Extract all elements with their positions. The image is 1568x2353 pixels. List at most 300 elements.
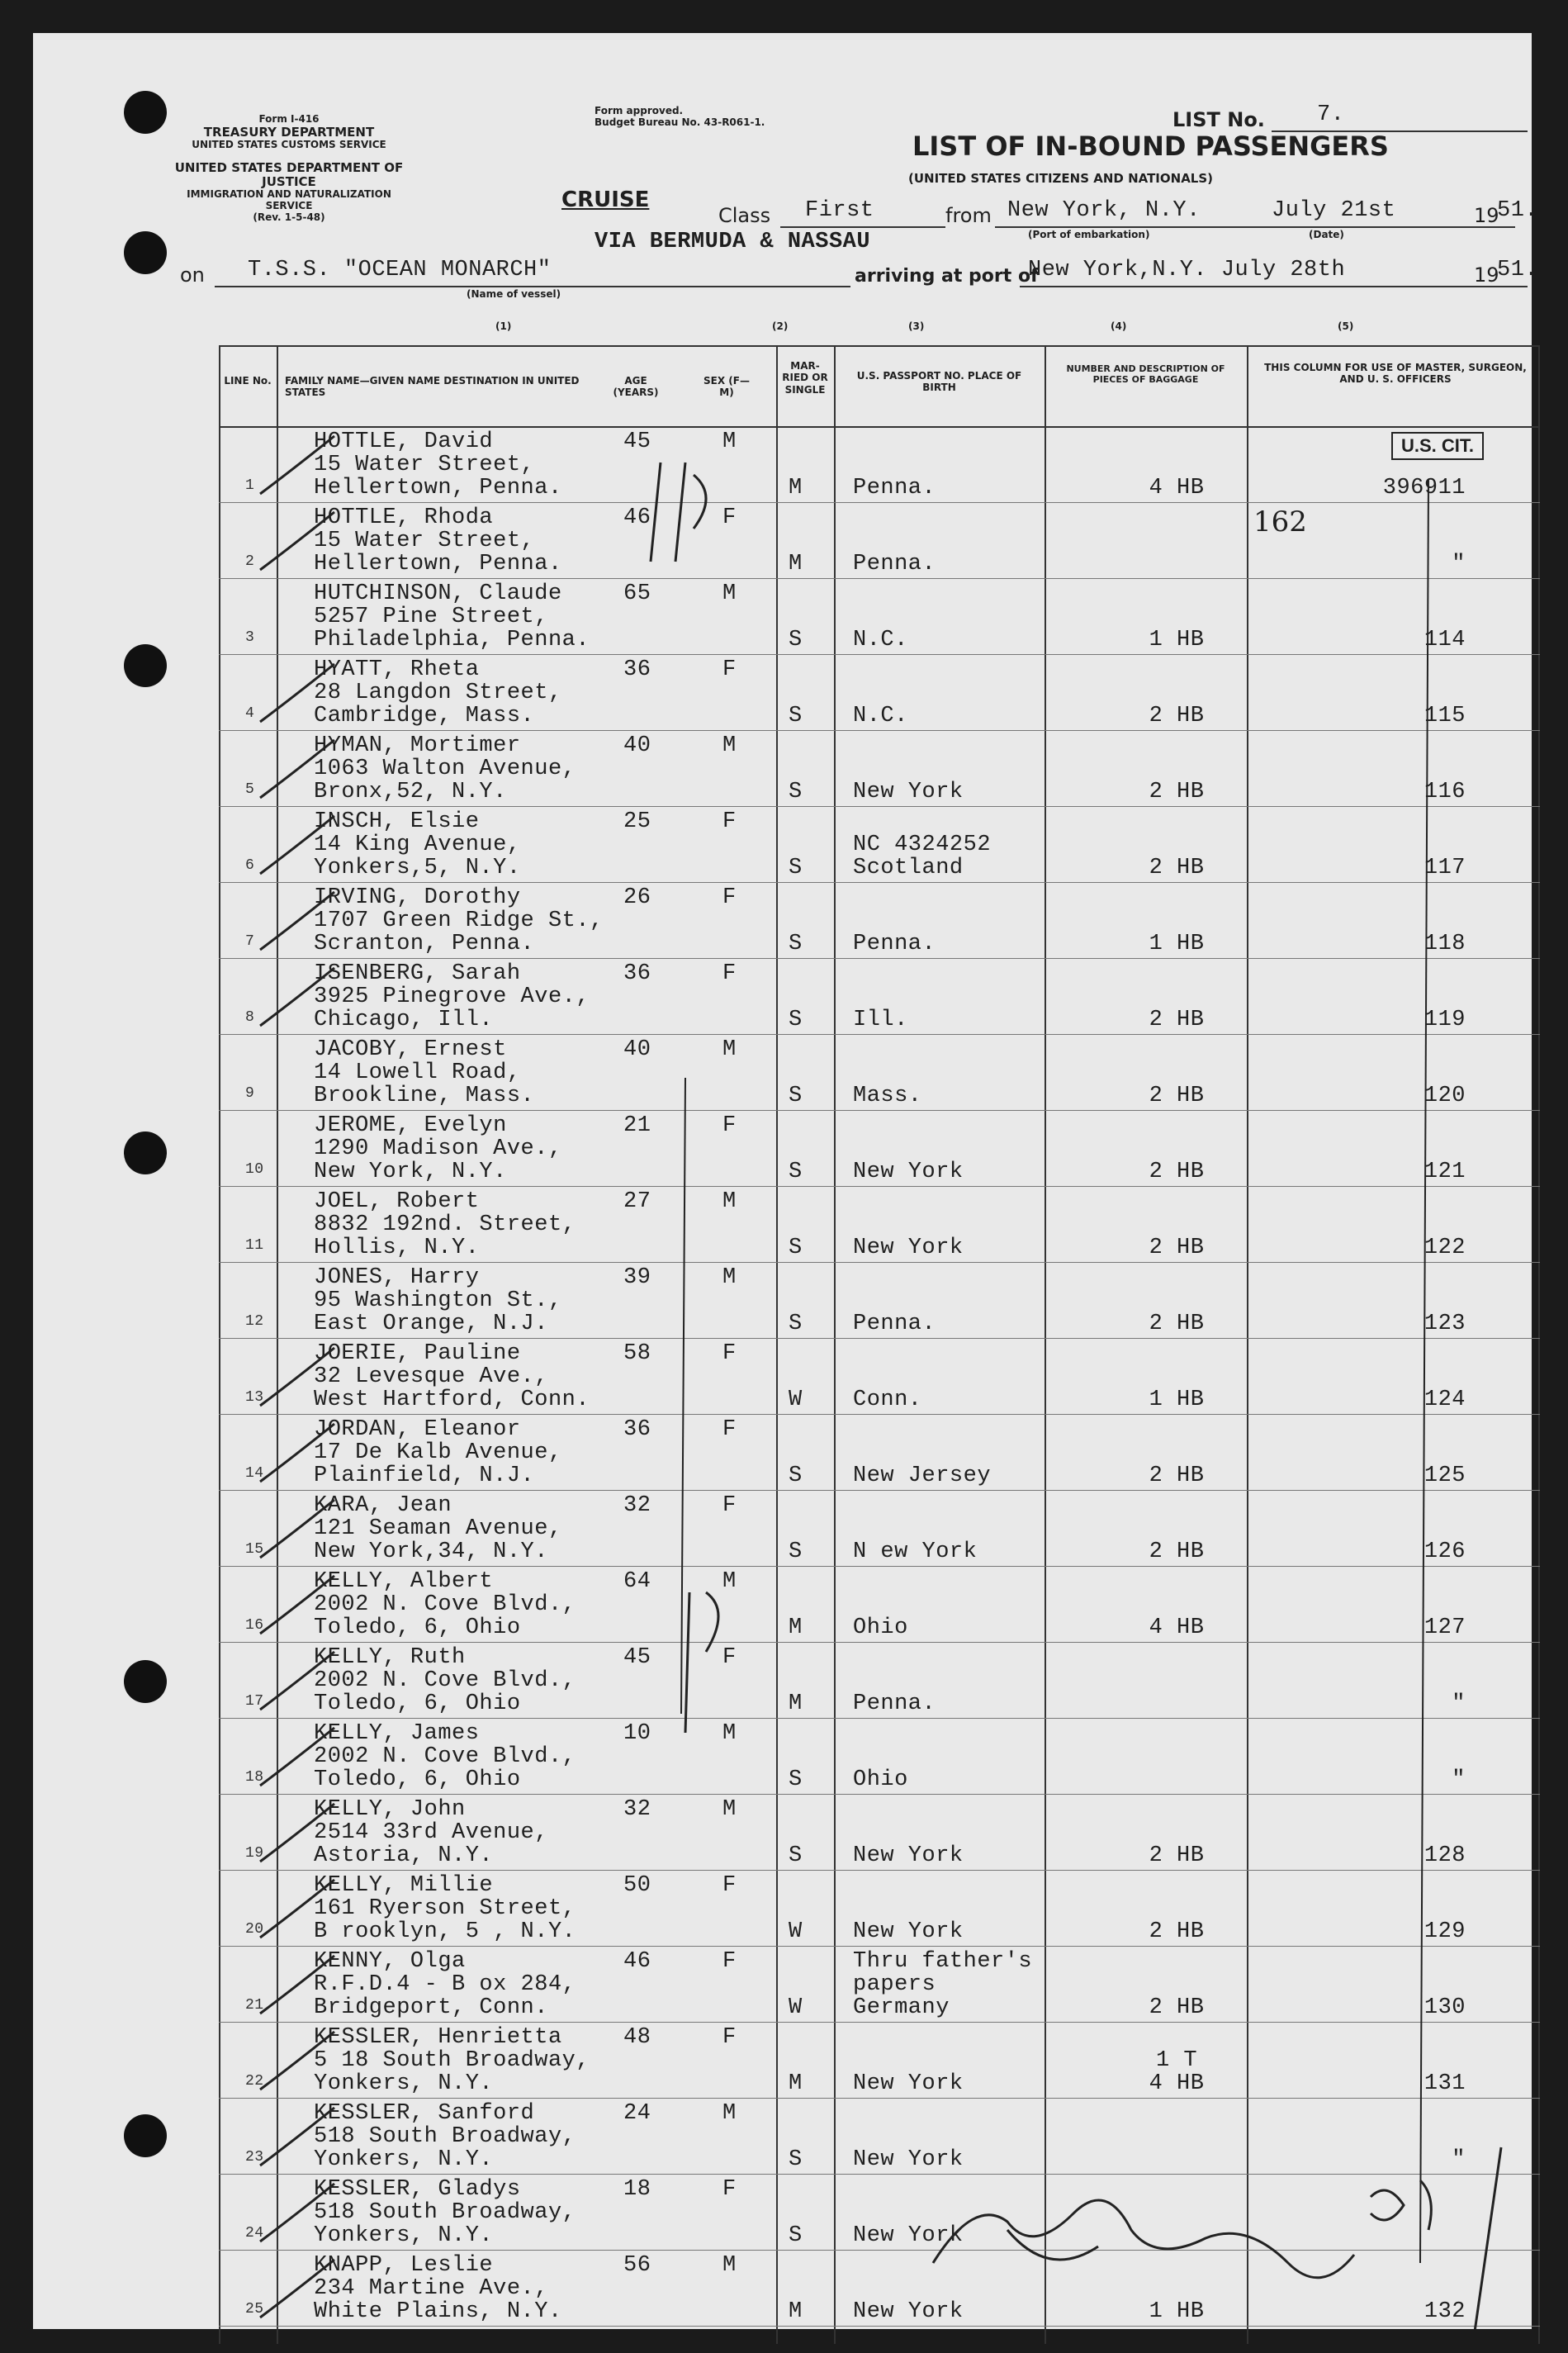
- sex-cell: F: [722, 1493, 737, 1518]
- baggage-cell: 2 HB: [1149, 1160, 1205, 1184]
- address-line-1: 8832 192nd. Street,: [314, 1212, 576, 1237]
- line-number: 23: [245, 2149, 264, 2166]
- address-line-1: 2514 33rd Avenue,: [314, 1820, 548, 1845]
- address-line-1: 14 Lowell Road,: [314, 1060, 521, 1085]
- birthplace-cell: Ohio: [853, 1767, 908, 1792]
- baggage-cell: 4 HB: [1149, 2071, 1205, 2096]
- birthplace-cell: New York: [853, 1919, 964, 1944]
- line-number: 2: [245, 553, 255, 570]
- address-line-2: Bridgeport, Conn.: [314, 1995, 548, 2020]
- year-arrival: 51.: [1497, 258, 1539, 282]
- baggage-cell: 1 HB: [1149, 2299, 1205, 2324]
- marital-cell: S: [789, 1160, 803, 1184]
- age-cell: 64: [623, 1569, 651, 1594]
- baggage-cell: 1 HB: [1149, 1388, 1205, 1412]
- officer-cell: 118: [1424, 932, 1466, 956]
- age-cell: 58: [623, 1341, 651, 1366]
- age-cell: 26: [623, 885, 651, 910]
- birthplace-cell: Penna.: [853, 932, 936, 956]
- address-line-1: 14 King Avenue,: [314, 833, 521, 857]
- marital-cell: M: [789, 476, 803, 500]
- birthplace-cell: New York: [853, 2299, 964, 2324]
- sex-cell: F: [722, 961, 737, 986]
- sex-cell: M: [722, 2101, 737, 2126]
- birthplace-cell: New York: [853, 780, 964, 804]
- line-number: 25: [245, 2301, 264, 2317]
- port-embark-caption: (Port of embarkation): [1028, 229, 1150, 240]
- officer-cell: 115: [1424, 704, 1466, 728]
- date-caption: (Date): [1309, 229, 1344, 240]
- age-cell: 21: [623, 1113, 651, 1138]
- officer-cell: ": [1452, 2147, 1466, 2172]
- age-cell: 36: [623, 961, 651, 986]
- bracket-mark: [651, 463, 706, 562]
- address-line-1: 1063 Walton Avenue,: [314, 757, 576, 781]
- baggage-cell: 2 HB: [1149, 856, 1205, 880]
- address-line-1: 2002 N. Cove Blvd.,: [314, 1592, 576, 1617]
- address-line-1: 15 Water Street,: [314, 453, 535, 477]
- marital-cell: S: [789, 1312, 803, 1336]
- address-line-2: Hollis, N.Y.: [314, 1236, 480, 1260]
- marital-cell: W: [789, 1919, 803, 1944]
- address-line-2: Toledo, 6, Ohio: [314, 1615, 521, 1640]
- sex-cell: F: [722, 1417, 737, 1442]
- line-number: 9: [245, 1085, 255, 1102]
- passenger-name: KESSLER, Gladys: [314, 2177, 521, 2202]
- arrival-value: New York,N.Y. July 28th: [1028, 258, 1346, 282]
- baggage-cell: 2 HB: [1149, 1539, 1205, 1564]
- birthplace-cell: N.C.: [853, 704, 908, 728]
- birthplace-cell: Mass.: [853, 1084, 922, 1108]
- line-number: 21: [245, 1997, 264, 2014]
- from-value: New York, N.Y.: [1007, 198, 1201, 223]
- officer-cell: 396911: [1382, 476, 1466, 500]
- baggage-cell: 2 HB: [1149, 704, 1205, 728]
- birthplace-cell: N.C.: [853, 628, 908, 652]
- sex-cell: M: [722, 733, 737, 758]
- sex-cell: F: [722, 2025, 737, 2050]
- budget-bureau: Budget Bureau No. 43-R061-1.: [595, 116, 765, 128]
- marital-cell: M: [789, 2071, 803, 2096]
- age-cell: 56: [623, 2253, 651, 2278]
- col-num-4: (4): [1111, 320, 1127, 332]
- margin-line: [1420, 479, 1428, 2263]
- baggage-cell: 2 HB: [1149, 1995, 1205, 2020]
- line-number: 18: [245, 1769, 264, 1786]
- sex-cell: M: [722, 1037, 737, 1062]
- marital-cell: S: [789, 704, 803, 728]
- passenger-name: KENNY, Olga: [314, 1949, 466, 1974]
- address-line-1: 234 Martine Ave.,: [314, 2276, 548, 2301]
- passenger-name: JONES, Harry: [314, 1265, 480, 1290]
- passport-line-2: NC 4324252: [853, 833, 992, 857]
- officer-cell: 132: [1424, 2299, 1466, 2324]
- line-number: 14: [245, 1465, 264, 1482]
- line-number: 17: [245, 1693, 264, 1710]
- form-approved: Form approved.: [595, 105, 684, 116]
- age-cell: 32: [623, 1797, 651, 1822]
- address-line-2: Yonkers, N.Y.: [314, 2071, 494, 2096]
- address-line-2: Hellertown, Penna.: [314, 476, 562, 500]
- address-line-1: 5 18 South Broadway,: [314, 2048, 590, 2073]
- baggage-cell: 2 HB: [1149, 1312, 1205, 1336]
- address-line-2: Toledo, 6, Ohio: [314, 1691, 521, 1716]
- marital-cell: S: [789, 1539, 803, 1564]
- address-line-1: R.F.D.4 - B ox 284,: [314, 1972, 576, 1997]
- address-line-2: New York, N.Y.: [314, 1160, 507, 1184]
- age-cell: 32: [623, 1493, 651, 1518]
- marital-cell: S: [789, 1084, 803, 1108]
- col-header-line-no: LINE No.: [224, 375, 272, 387]
- address-line-1: 2002 N. Cove Blvd.,: [314, 1668, 576, 1693]
- officer-cell: 120: [1424, 1084, 1466, 1108]
- address-line-1: 5257 Pine Street,: [314, 605, 548, 629]
- col-header-officers: THIS COLUMN FOR USE OF MASTER, SURGEON, AND U. S. OFFICERS: [1264, 362, 1527, 386]
- marital-cell: S: [789, 2147, 803, 2172]
- address-line-1: 518 South Broadway,: [314, 2124, 576, 2149]
- treasury-label: TREASURY DEPARTMENT: [203, 124, 375, 140]
- class-value: First: [805, 198, 874, 223]
- marital-cell: S: [789, 856, 803, 880]
- sex-cell: F: [722, 1341, 737, 1366]
- col-num-2: (2): [772, 320, 789, 332]
- officer-cell: 131: [1424, 2071, 1466, 2096]
- age-cell: 39: [623, 1265, 651, 1290]
- baggage-cell: 2 HB: [1149, 780, 1205, 804]
- baggage-cell: 4 HB: [1149, 1615, 1205, 1640]
- line-number: 15: [245, 1541, 264, 1558]
- birthplace-cell: Ohio: [853, 1615, 908, 1640]
- officer-cell: 129: [1424, 1919, 1466, 1944]
- age-cell: 46: [623, 505, 651, 530]
- baggage-cell: 2 HB: [1149, 1464, 1205, 1488]
- address-line-1: 17 De Kalb Avenue,: [314, 1440, 562, 1465]
- col-header-marital: MAR- RIED OR SINGLE: [782, 360, 828, 396]
- address-line-1: 28 Langdon Street,: [314, 681, 562, 705]
- baggage-cell: 2 HB: [1149, 1008, 1205, 1032]
- sex-cell: M: [722, 1265, 737, 1290]
- form-number: Form I-416: [258, 113, 320, 125]
- age-cell: 36: [623, 657, 651, 682]
- birthplace-cell: New York: [853, 1236, 964, 1260]
- address-line-2: Yonkers,5, N.Y.: [314, 856, 521, 880]
- marital-cell: S: [789, 780, 803, 804]
- address-line-2: Yonkers, N.Y.: [314, 2147, 494, 2172]
- year-prefix-arrival: 19: [1474, 263, 1499, 287]
- passenger-name: INSCH, Elsie: [314, 809, 480, 834]
- baggage-cell: 2 HB: [1149, 1236, 1205, 1260]
- age-cell: 45: [623, 1645, 651, 1670]
- marital-cell: S: [789, 1767, 803, 1792]
- baggage-cell: 2 HB: [1149, 1919, 1205, 1944]
- officer-cell: 114: [1424, 628, 1466, 652]
- passport-line-2: papers: [853, 1972, 936, 1997]
- via-label: VIA BERMUDA & NASSAU: [595, 230, 871, 254]
- address-line-1: 1707 Green Ridge St.,: [314, 908, 604, 933]
- page-title: LIST OF IN-BOUND PASSENGERS: [912, 130, 1389, 162]
- line-number: 8: [245, 1009, 255, 1026]
- age-cell: 27: [623, 1189, 651, 1214]
- address-line-2: Yonkers, N.Y.: [314, 2223, 494, 2248]
- sex-cell: M: [722, 2253, 737, 2278]
- page-subtitle: (UNITED STATES CITIZENS AND NATIONALS): [908, 171, 1214, 186]
- age-cell: 24: [623, 2101, 651, 2126]
- officer-cell: 117: [1424, 856, 1466, 880]
- birthplace-cell: New York: [853, 2223, 964, 2248]
- address-line-1: 2002 N. Cove Blvd.,: [314, 1744, 576, 1769]
- passenger-name: KELLY, Millie: [314, 1873, 494, 1898]
- line-number: 20: [245, 1921, 264, 1938]
- year-prefix: 19: [1474, 204, 1499, 227]
- year-from: 51.: [1497, 198, 1539, 223]
- baggage-cell: 2 HB: [1149, 1843, 1205, 1868]
- initials-mark: [1371, 2180, 1431, 2230]
- address-line-2: White Plains, N.Y.: [314, 2299, 562, 2324]
- age-cell: 40: [623, 733, 651, 758]
- marital-cell: M: [789, 1615, 803, 1640]
- address-line-1: 15 Water Street,: [314, 529, 535, 553]
- birthplace-cell: Scotland: [853, 856, 964, 880]
- line-number: 22: [245, 2073, 264, 2090]
- arriving-label: arriving at port of: [855, 266, 1039, 287]
- birthplace-cell: Penna.: [853, 1312, 936, 1336]
- passenger-name: KESSLER, Henrietta: [314, 2025, 562, 2050]
- revision-label: (Rev. 1-5-48): [253, 211, 325, 223]
- address-line-2: Philadelphia, Penna.: [314, 628, 590, 652]
- birthplace-cell: Ill.: [853, 1008, 908, 1032]
- margin-stroke: [1474, 2147, 1501, 2329]
- officer-cell: ": [1452, 552, 1466, 576]
- passenger-name: HOTTLE, David: [314, 429, 494, 454]
- passenger-name: JORDAN, Eleanor: [314, 1417, 521, 1442]
- line-number: 6: [245, 857, 255, 874]
- passenger-name: HOTTLE, Rhoda: [314, 505, 494, 530]
- age-cell: 25: [623, 809, 651, 834]
- passenger-name: HUTCHINSON, Claude: [314, 581, 562, 606]
- line-number: 19: [245, 1845, 264, 1862]
- address-line-1: 32 Levesque Ave.,: [314, 1364, 548, 1389]
- marital-cell: S: [789, 1008, 803, 1032]
- age-cell: 40: [623, 1037, 651, 1062]
- line-number: 4: [245, 705, 255, 722]
- birthplace-cell: Conn.: [853, 1388, 922, 1412]
- address-line-1: 121 Seaman Avenue,: [314, 1516, 562, 1541]
- class-label: Class: [718, 204, 771, 227]
- age-cell: 18: [623, 2177, 651, 2202]
- officer-cell: 121: [1424, 1160, 1466, 1184]
- address-line-2: Chicago, Ill.: [314, 1008, 494, 1032]
- marital-cell: S: [789, 1464, 803, 1488]
- sex-cell: M: [722, 1721, 737, 1746]
- col-num-3: (3): [908, 320, 925, 332]
- passenger-name: IRVING, Dorothy: [314, 885, 521, 910]
- date-value: July 21st: [1272, 198, 1396, 223]
- passenger-name: JACOBY, Ernest: [314, 1037, 507, 1062]
- age-cell: 36: [623, 1417, 651, 1442]
- baggage-extra-cell: 1 T: [1155, 2048, 1198, 2073]
- baggage-cell: 1 HB: [1149, 628, 1205, 652]
- cruise-label: CRUISE: [561, 187, 650, 212]
- passenger-name: ISENBERG, Sarah: [314, 961, 521, 986]
- sex-cell: F: [722, 1949, 737, 1974]
- birthplace-cell: Penna.: [853, 1691, 936, 1716]
- col-header-baggage: NUMBER AND DESCRIPTION OF PIECES OF BAGGAGE: [1066, 363, 1225, 386]
- marital-cell: S: [789, 628, 803, 652]
- col-header-age: AGE (YEARS): [613, 375, 659, 399]
- sex-cell: F: [722, 505, 737, 530]
- officer-cell: ": [1452, 1767, 1466, 1792]
- address-line-2: Brookline, Mass.: [314, 1084, 535, 1108]
- age-cell: 45: [623, 429, 651, 454]
- address-line-2: Cambridge, Mass.: [314, 704, 535, 728]
- birthplace-cell: Germany: [853, 1995, 950, 2020]
- inspector-signature: [933, 2200, 1354, 2278]
- officer-cell: 119: [1424, 1008, 1466, 1032]
- col-num-5: (5): [1338, 320, 1354, 332]
- baggage-cell: 2 HB: [1149, 1084, 1205, 1108]
- address-line-1: 1290 Madison Ave.,: [314, 1136, 562, 1161]
- address-line-2: Astoria, N.Y.: [314, 1843, 494, 1868]
- officer-cell: 122: [1424, 1236, 1466, 1260]
- marital-cell: M: [789, 552, 803, 576]
- passenger-name: JEROME, Evelyn: [314, 1113, 507, 1138]
- handwritten-number: 162: [1253, 505, 1307, 538]
- bracket-mark: [685, 1592, 718, 1733]
- passenger-name: KELLY, Albert: [314, 1569, 494, 1594]
- sex-cell: F: [722, 1873, 737, 1898]
- justice-label: UNITED STATES DEPARTMENT OF JUSTICE: [174, 159, 404, 190]
- vessel-name: T.S.S. "OCEAN MONARCH": [248, 258, 552, 282]
- address-line-2: Scranton, Penna.: [314, 932, 535, 956]
- us-citizen-stamp: U.S. CIT.: [1391, 432, 1484, 460]
- passenger-name: KARA, Jean: [314, 1493, 452, 1518]
- address-line-2: Hellertown, Penna.: [314, 552, 562, 576]
- col-header-passport: U.S. PASSPORT NO. PLACE OF BIRTH: [856, 370, 1022, 394]
- address-line-2: Bronx,52, N.Y.: [314, 780, 507, 804]
- line-number: 12: [245, 1313, 264, 1330]
- line-number: 3: [245, 629, 255, 646]
- officer-cell: ": [1452, 1691, 1466, 1716]
- address-line-2: West Hartford, Conn.: [314, 1388, 590, 1412]
- bracket-line: [681, 1078, 685, 1714]
- marital-cell: M: [789, 2299, 803, 2324]
- from-label: from: [945, 204, 992, 227]
- address-line-2: East Orange, N.J.: [314, 1312, 548, 1336]
- address-line-1: 161 Ryerson Street,: [314, 1896, 576, 1921]
- address-line-2: New York,34, N.Y.: [314, 1539, 548, 1564]
- age-cell: 65: [623, 581, 651, 606]
- col-header-name: FAMILY NAME—GIVEN NAME DESTINATION IN UNITED STATES: [285, 375, 580, 399]
- sex-cell: F: [722, 657, 737, 682]
- age-cell: 48: [623, 2025, 651, 2050]
- baggage-cell: 4 HB: [1149, 476, 1205, 500]
- marital-cell: S: [789, 2223, 803, 2248]
- line-number: 16: [245, 1617, 264, 1634]
- marital-cell: W: [789, 1388, 803, 1412]
- handwritten-marks: [33, 33, 1532, 2329]
- address-line-1: 518 South Broadway,: [314, 2200, 576, 2225]
- officer-cell: 130: [1424, 1995, 1466, 2020]
- address-line-1: 3925 Pinegrove Ave.,: [314, 984, 590, 1009]
- col-num-1: (1): [495, 320, 512, 332]
- birthplace-cell: N ew York: [853, 1539, 978, 1564]
- marital-cell: W: [789, 1995, 803, 2020]
- passenger-name: HYATT, Rheta: [314, 657, 480, 682]
- officer-cell: 127: [1424, 1615, 1466, 1640]
- address-line-1: 95 Washington St.,: [314, 1288, 562, 1313]
- manifest-page: [33, 33, 1539, 2329]
- sex-cell: M: [722, 1797, 737, 1822]
- age-cell: 46: [623, 1949, 651, 1974]
- age-cell: 50: [623, 1873, 651, 1898]
- passport-line-1: Thru father's: [853, 1949, 1033, 1974]
- line-number: 5: [245, 781, 255, 798]
- sex-cell: F: [722, 2177, 737, 2202]
- col-header-sex: SEX (F—M): [703, 375, 750, 399]
- officer-cell: 123: [1424, 1312, 1466, 1336]
- marital-cell: S: [789, 1236, 803, 1260]
- officer-cell: 126: [1424, 1539, 1466, 1564]
- sex-cell: M: [722, 1569, 737, 1594]
- passenger-name: KELLY, John: [314, 1797, 466, 1822]
- sex-cell: M: [722, 1189, 737, 1214]
- marital-cell: S: [789, 932, 803, 956]
- line-number: 13: [245, 1389, 264, 1406]
- list-no-label: LIST No.: [1172, 108, 1265, 131]
- officer-cell: 124: [1424, 1388, 1466, 1412]
- birthplace-cell: Penna.: [853, 552, 936, 576]
- officer-cell: 128: [1424, 1843, 1466, 1868]
- birthplace-cell: New York: [853, 2071, 964, 2096]
- birthplace-cell: New York: [853, 1843, 964, 1868]
- sex-cell: M: [722, 581, 737, 606]
- marital-cell: S: [789, 1843, 803, 1868]
- officer-cell: 125: [1424, 1464, 1466, 1488]
- officer-cell: 116: [1424, 780, 1466, 804]
- sex-cell: F: [722, 885, 737, 910]
- passenger-name: KNAPP, Leslie: [314, 2253, 494, 2278]
- birthplace-cell: New Jersey: [853, 1464, 992, 1488]
- passenger-name: KESSLER, Sanford: [314, 2101, 535, 2126]
- passenger-name: KELLY, James: [314, 1721, 480, 1746]
- on-label: on: [180, 263, 205, 287]
- line-number: 10: [245, 1161, 264, 1178]
- address-line-2: B rooklyn, 5 , N.Y.: [314, 1919, 576, 1944]
- passenger-name: JOEL, Robert: [314, 1189, 480, 1214]
- birthplace-cell: Penna.: [853, 476, 936, 500]
- passenger-name: HYMAN, Mortimer: [314, 733, 521, 758]
- birthplace-cell: New York: [853, 1160, 964, 1184]
- ins-label: IMMIGRATION AND NATURALIZATION SERVICE: [187, 188, 391, 212]
- sex-cell: F: [722, 809, 737, 834]
- baggage-cell: 1 HB: [1149, 932, 1205, 956]
- sex-cell: F: [722, 1113, 737, 1138]
- sex-cell: M: [722, 429, 737, 454]
- line-number: 7: [245, 933, 255, 950]
- line-number: 11: [245, 1237, 264, 1254]
- address-line-2: Toledo, 6, Ohio: [314, 1767, 521, 1792]
- passenger-name: JOERIE, Pauline: [314, 1341, 521, 1366]
- passenger-name: KELLY, Ruth: [314, 1645, 466, 1670]
- list-no-value: 7.: [1317, 102, 1345, 127]
- customs-label: UNITED STATES CUSTOMS SERVICE: [192, 139, 386, 151]
- address-line-2: Plainfield, N.J.: [314, 1464, 535, 1488]
- vessel-caption: (Name of vessel): [467, 288, 561, 300]
- age-cell: 10: [623, 1721, 651, 1746]
- sex-cell: F: [722, 1645, 737, 1670]
- line-number: 1: [245, 477, 255, 494]
- marital-cell: M: [789, 1691, 803, 1716]
